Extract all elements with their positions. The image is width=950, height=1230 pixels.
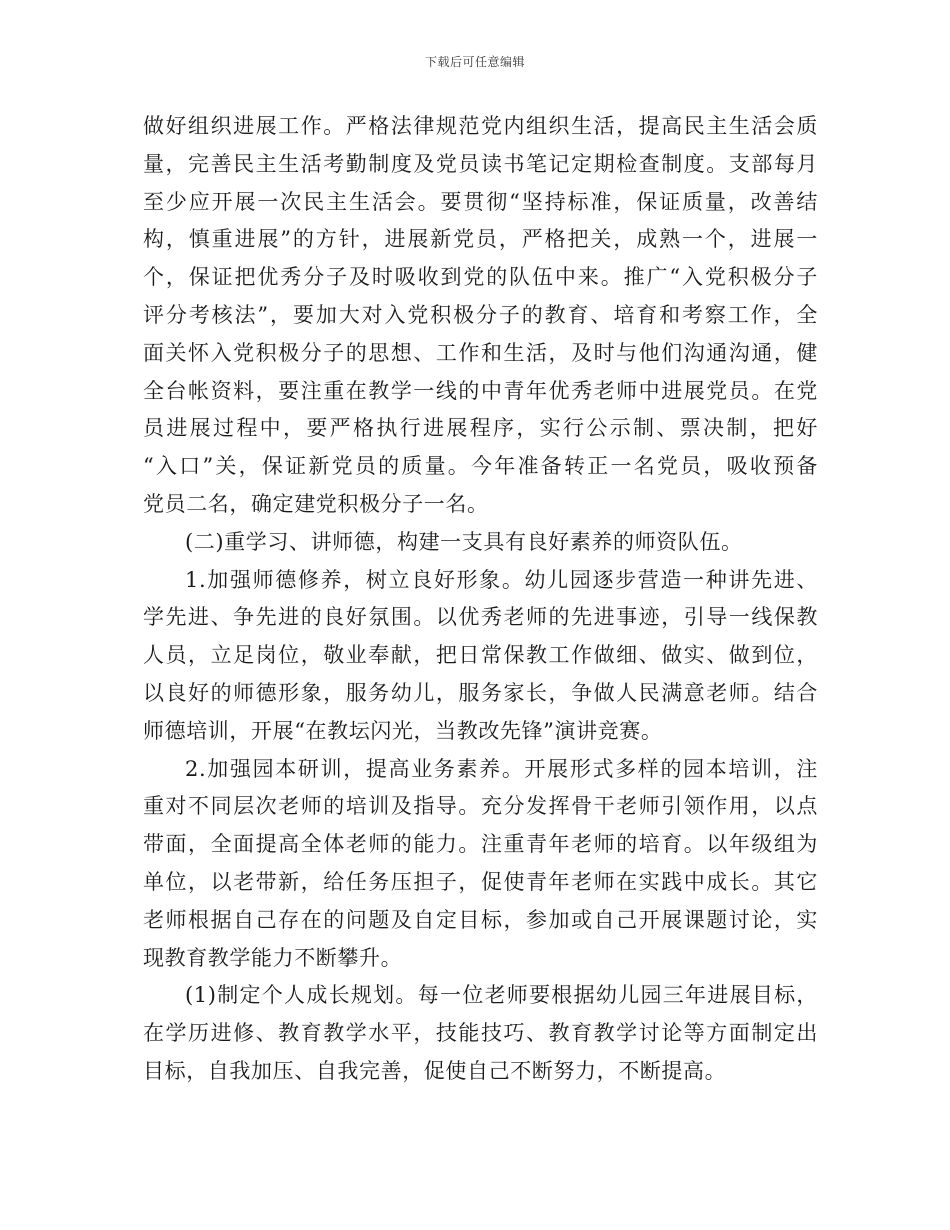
text-line: 个，保证把优秀分子及时吸收到党的队伍中来。推广“入党积极分子 <box>143 265 818 290</box>
text-line: “入口”关，保证新党员的质量。今年准备转正一名党员，吸收预备 <box>143 454 818 479</box>
text-line: 面关怀入党积极分子的思想、工作和生活，及时与他们沟通沟通，健 <box>143 340 818 365</box>
page-header: 下载后可任意编辑 <box>424 55 525 69</box>
text-line: 目标，自我加压、自我完善，促使自己不断努力，不断提高。 <box>143 1058 727 1083</box>
text-line: 党员二名，确定建党积极分子一名。 <box>143 491 489 516</box>
paragraph-5 <box>143 977 818 1090</box>
text-line: 现教育教学能力不断攀升。 <box>143 945 403 970</box>
text-line: 量，完善民主生活考勤制度及党员读书笔记定期检查制度。支部每月 <box>143 151 818 176</box>
paragraph-3 <box>143 562 818 751</box>
text-line: 做好组织进展工作。严格法律规范党内组织生活，提高民主生活会质 <box>143 114 818 138</box>
text-line: (二)重学习、讲师德，构建一支具有良好素养的师资队伍。 <box>185 529 743 554</box>
paragraph-2 <box>143 524 818 562</box>
document-body <box>143 108 818 1091</box>
text-line: 老师根据自己存在的问题及自定目标，参加或自己开展课题讨论，实 <box>143 907 818 932</box>
text-line: 员进展过程中，要严格执行进展程序，实行公示制、票决制，把好 <box>143 416 818 441</box>
text-line: (1)制定个人成长规划。每一位老师要根据幼儿园三年进展目标， <box>185 983 818 1008</box>
text-line: 1.加强师德修养，树立良好形象。幼儿园逐步营造一种讲先进、 <box>185 567 818 592</box>
text-line: 带面，全面提高全体老师的能力。注重青年老师的培育。以年级组为 <box>143 832 818 857</box>
text-line: 至少应开展一次民主生活会。要贯彻“坚持标准，保证质量，改善结 <box>143 189 818 214</box>
text-line: 人员，立足岗位，敬业奉献，把日常保教工作做细、做实、做到位， <box>143 643 818 668</box>
text-line: 评分考核法”，要加大对入党积极分子的教育、培育和考察工作，全 <box>143 302 818 327</box>
text-line: 2.加强园本研训，提高业务素养。开展形式多样的园本培训，注 <box>185 756 818 781</box>
paragraph-1 <box>143 108 818 524</box>
text-line: 学先进、争先进的良好氛围。以优秀老师的先进事迹，引导一线保教 <box>143 605 818 630</box>
text-line: 重对不同层次老师的培训及指导。充分发挥骨干老师引领作用，以点 <box>143 794 818 819</box>
text-line: 单位，以老带新，给任务压担子，促使青年老师在实践中成长。其它 <box>143 869 818 894</box>
paragraph-4 <box>143 751 818 978</box>
text-line: 在学历进修、教育教学水平，技能技巧、教育教学讨论等方面制定出 <box>143 1021 818 1046</box>
text-line: 构，慎重进展”的方针，进展新党员，严格把关，成熟一个，进展一 <box>143 227 818 252</box>
text-line: 以良好的师德形象，服务幼儿，服务家长，争做人民满意老师。结合 <box>143 680 818 705</box>
text-line: 全台帐资料，要注重在教学一线的中青年优秀老师中进展党员。在党 <box>143 378 818 403</box>
text-line: 师德培训，开展“在教坛闪光，当教改先锋”演讲竞赛。 <box>143 718 663 743</box>
